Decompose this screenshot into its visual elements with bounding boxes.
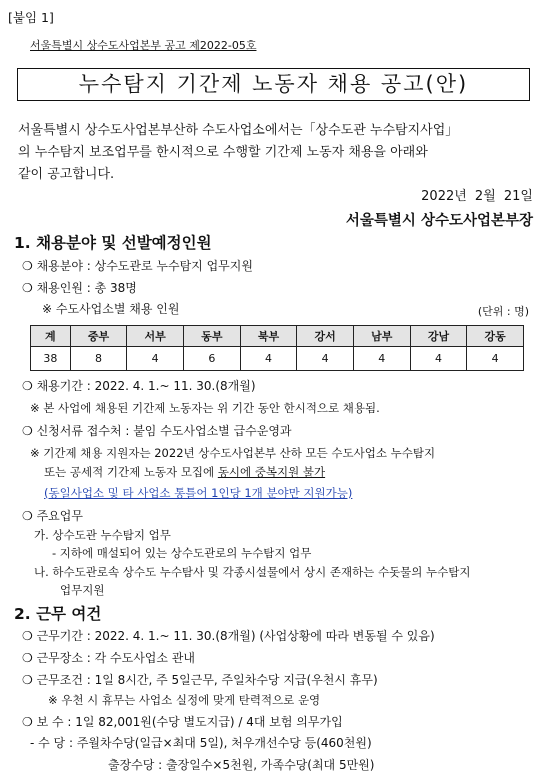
quota-cell: 4 bbox=[353, 347, 410, 371]
quota-header: 동부 bbox=[184, 326, 241, 347]
hiring-period-line: ❍ 채용기간 : 2022. 4. 1.~ 11. 30.(8개월) bbox=[22, 379, 256, 393]
duplicate-note-1: ※ 기간제 채용 지원자는 2022년 상수도사업본부 산하 모든 수도사업소 누수탐지 bbox=[30, 446, 436, 460]
quota-header: 중부 bbox=[70, 326, 127, 347]
rain-note: ※ 우천 시 휴무는 사업소 실정에 맞게 탄력적으로 운영 bbox=[48, 693, 321, 707]
pay-line: ❍ 보 수 : 1일 82,001원(수당 별도지급) / 4대 보험 의무가입 bbox=[22, 715, 343, 729]
quota-value-row bbox=[31, 347, 524, 371]
quota-cell: 4 bbox=[127, 347, 184, 371]
section-2-heading: 2. 근무 여건 bbox=[14, 605, 102, 623]
attachment-label: [붙임 1] bbox=[8, 10, 54, 25]
issuing-agency: 서울특별시 상수도사업본부장 bbox=[345, 213, 533, 229]
duties-heading: ❍ 주요업무 bbox=[22, 509, 83, 523]
intro-line-3: 같이 공고합니다. bbox=[18, 167, 115, 182]
document-title: 누수탐지 기간제 노동자 채용 공고(안) bbox=[17, 68, 530, 101]
field-line: ❍ 채용분야 : 상수도관로 누수탐지 업무지원 bbox=[22, 259, 253, 273]
quota-header: 강서 bbox=[297, 326, 354, 347]
work-period-line: ❍ 근무기간 : 2022. 4. 1.~ 11. 30.(8개월) (사업상황에 따라 변동될 수 있음) bbox=[22, 629, 435, 643]
notice-date: 2022년 2월 21일 bbox=[421, 189, 533, 204]
quota-header: 강남 bbox=[410, 326, 467, 347]
duplicate-note-3: (동일사업소 및 타 사업소 통틀어 1인당 1개 분야만 지원가능) bbox=[44, 486, 353, 500]
quota-cell: 8 bbox=[70, 347, 127, 371]
allowance-line-1: - 수 당 : 주월차수당(일급×최대 5일), 처우개선수당 등(460천원) bbox=[30, 736, 372, 750]
duplicate-note-2b: 동시에 중복지원 불가 bbox=[217, 465, 326, 479]
quota-cell: 6 bbox=[184, 347, 241, 371]
intro-line-1: 서울특별시 상수도사업본부산하 수도사업소에서는「상수도관 누수탐지사업」 bbox=[18, 123, 459, 138]
work-conditions-line: ❍ 근무조건 : 1일 8시간, 주 5일근무, 주일차수당 지급(우천시 휴무) bbox=[22, 673, 378, 687]
allowance-line-2: 출장수당 : 출장일수×5천원, 가족수당(최대 5만원) bbox=[108, 758, 375, 772]
quota-header-row bbox=[31, 326, 524, 347]
work-place-line: ❍ 근무장소 : 각 수도사업소 관내 bbox=[22, 651, 195, 665]
quota-cell: 4 bbox=[410, 347, 467, 371]
intro-line-2: 의 누수탐지 보조업무를 한시적으로 수행할 기간제 노동자 채용을 아래와 bbox=[18, 145, 428, 160]
quota-header: 북부 bbox=[240, 326, 297, 347]
quota-cell: 4 bbox=[297, 347, 354, 371]
quota-header: 강동 bbox=[467, 326, 524, 347]
duty-b-line-1: 나. 하수도관로속 상수도 누수탐사 및 각종시설물에서 상시 존재하는 수돗물의 누수탐지 bbox=[34, 565, 471, 579]
duty-a: 가. 상수도관 누수탐지 업무 bbox=[34, 528, 171, 542]
quota-header: 남부 bbox=[353, 326, 410, 347]
headcount-line: ❍ 채용인원 : 총 38명 bbox=[22, 281, 137, 295]
by-office-note: ※ 수도사업소별 채용 인원 bbox=[42, 302, 180, 316]
unit-label: (단위 : 명) bbox=[477, 305, 529, 318]
quota-cell: 4 bbox=[467, 347, 524, 371]
quota-header: 서부 bbox=[127, 326, 184, 347]
section-1-heading: 1. 채용분야 및 선발예정인원 bbox=[14, 234, 212, 252]
duplicate-note-2a: 또는 공세적 기간제 노동자 모집에 bbox=[44, 465, 218, 479]
duplicate-note-2 bbox=[44, 464, 325, 480]
notice-number: 서울특별시 상수도사업본부 공고 제2022-05호 bbox=[30, 39, 257, 52]
quota-cell: 38 bbox=[31, 347, 71, 371]
quota-table bbox=[30, 325, 524, 371]
intro-paragraph bbox=[18, 120, 538, 186]
application-office-line: ❍ 신청서류 접수처 : 붙임 수도사업소별 급수운영과 bbox=[22, 424, 292, 438]
hiring-period-note: ※ 본 사업에 채용된 기간제 노동자는 위 기간 동안 한시적으로 채용됨. bbox=[30, 401, 380, 415]
duty-b-line-2: 업무지원 bbox=[60, 583, 105, 597]
quota-cell: 4 bbox=[240, 347, 297, 371]
quota-header: 계 bbox=[31, 326, 71, 347]
duty-a-sub: - 지하에 매설되어 있는 상수도관로의 누수탐지 업무 bbox=[52, 546, 312, 560]
